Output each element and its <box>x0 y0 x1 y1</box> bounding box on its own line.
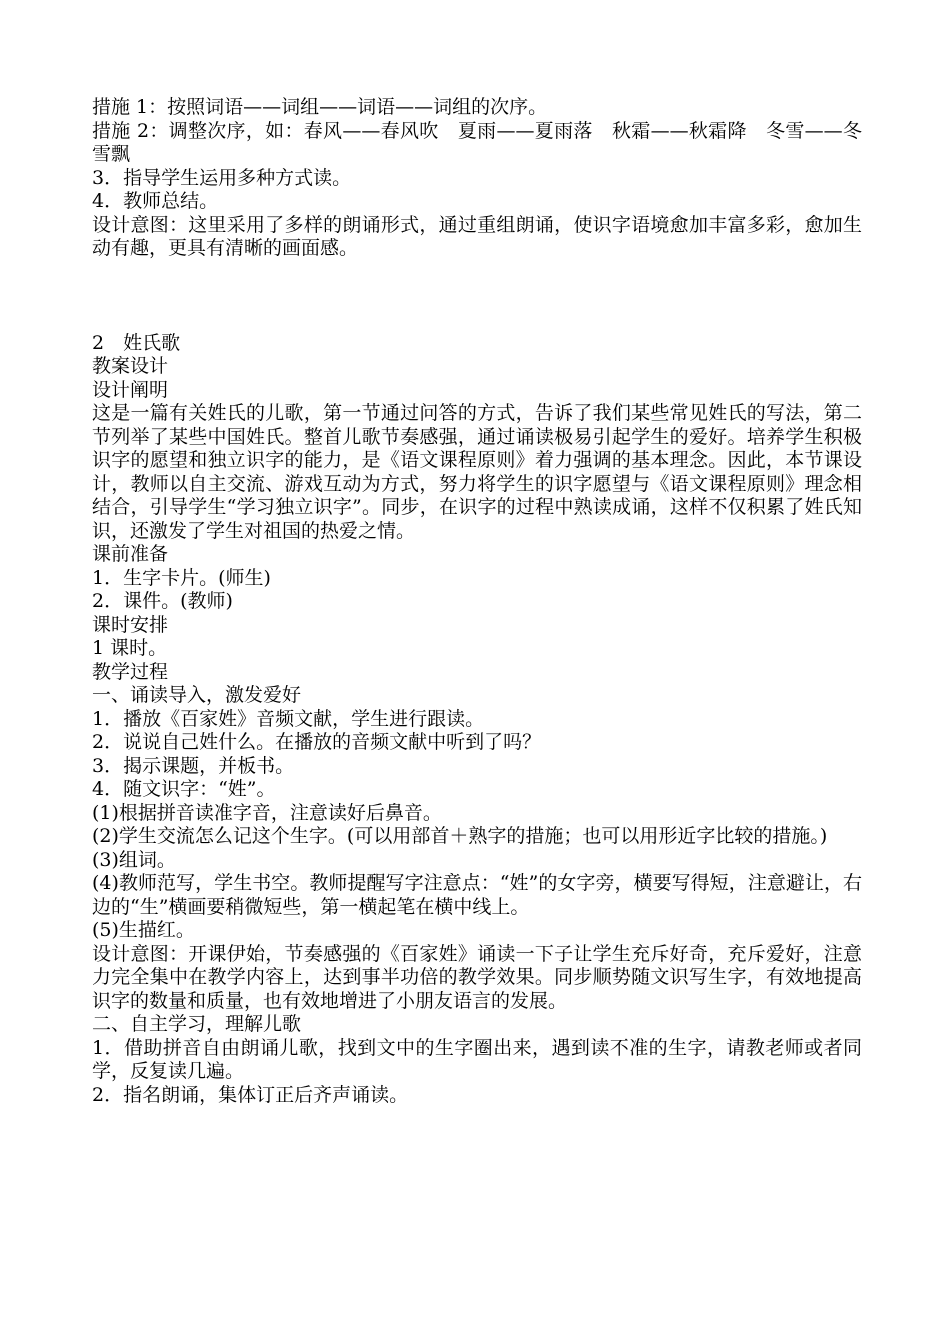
part1-subitem: (4)教师范写，学生书空。教师提醒写字注意点：“姓”的女字旁，横要写得短，注意避让，右边的“生”横画要稍微短些，第一横起笔在横中线上。 <box>92 872 862 918</box>
design-intent-paragraph: 设计意图：这里采用了多样的朗诵形式，通过重组朗诵，使识字语境愈加丰富多彩，愈加生动有趣，更具有清晰的画面感。 <box>92 213 862 259</box>
step-line-4: 4．教师总结。 <box>92 190 219 212</box>
part1-item: 1．播放《百家姓》音频文献，学生进行跟读。 <box>92 707 485 730</box>
step-line-2: 措施 2：调整次序，如：春风——春风吹 夏雨——夏雨落 秋霜——秋霜降 冬雪——冬雪飘 <box>92 119 862 165</box>
part1-item: 3．揭示课题，并板书。 <box>92 754 295 777</box>
section-spacer <box>92 261 862 332</box>
part1-subitem: (1)根据拼音读准字音，注意读好后鼻音。 <box>92 801 442 824</box>
schedule-heading: 课时安排 <box>92 613 169 636</box>
lesson-title: 2 姓氏歌 <box>92 331 181 354</box>
part1-subitem: (5)生描红。 <box>92 919 195 941</box>
schedule-text: 1 课时。 <box>92 637 168 659</box>
prep-heading: 课前准备 <box>92 543 169 565</box>
process-heading: 教学过程 <box>92 660 169 683</box>
part1-item: 4．随文识字：“姓”。 <box>92 778 276 800</box>
explain-paragraph: 这是一篇有关姓氏的儿歌，第一节通过问答的方式，告诉了我们某些常见姓氏的写法，第二节列举了某些中国姓氏。整首儿歌节奏感强，通过诵读极易引起学生的爱好。培养学生积极识字的愿望和独立识字的能力，是《语文课程原则》着力强调的基本理念。因此，本节课设计，教师以自主交流、游戏互动为方式，努力将学生的识字愿望与《语文课程原则》理念相结合，引导学生“学习独立识字”。同步，在识字的过程中熟读成诵，这样不仅积累了姓氏知识，还激发了学生对祖国的热爱之情。 <box>92 402 862 542</box>
document-page <box>92 96 862 1107</box>
step-line-1: 措施 1：按照词语——词组——词语——词组的次序。 <box>92 96 548 118</box>
prep-item: 1．生字卡片。(师生) <box>92 566 271 589</box>
part1-subitem: (3)组词。 <box>92 848 176 871</box>
part1-heading: 一、诵读导入，激发爱好 <box>92 684 302 706</box>
part2-item: 1．借助拼音自由朗诵儿歌，找到文中的生字圈出来，遇到读不准的生字，请教老师或者同学，反复读几遍。 <box>92 1036 862 1082</box>
part1-intent-paragraph: 设计意图：开课伊始，节奏感强的《百家姓》诵读一下子让学生充斥好奇，充斥爱好，注意力完全集中在教学内容上，达到事半功倍的教学效果。同步顺势随文识写生字，有效地提高识字的数量和质量，也有效地增进了小朋友语言的发展。 <box>92 942 862 1012</box>
part2-heading: 二、自主学习，理解儿歌 <box>92 1013 302 1035</box>
plan-heading: 教案设计 <box>92 355 169 377</box>
part1-item: 2．说说自己姓什么。在播放的音频文献中听到了吗？ <box>92 731 542 753</box>
part2-item: 2．指名朗诵，集体订正后齐声诵读。 <box>92 1083 409 1106</box>
step-line-3: 3．指导学生运用多种方式读。 <box>92 166 352 189</box>
explain-heading: 设计阐明 <box>92 378 169 401</box>
prep-item: 2．课件。(教师) <box>92 590 233 612</box>
part1-subitem: (2)学生交流怎么记这个生字。(可以用部首＋熟字的措施；也可以用形近字比较的措施。) <box>92 825 828 847</box>
